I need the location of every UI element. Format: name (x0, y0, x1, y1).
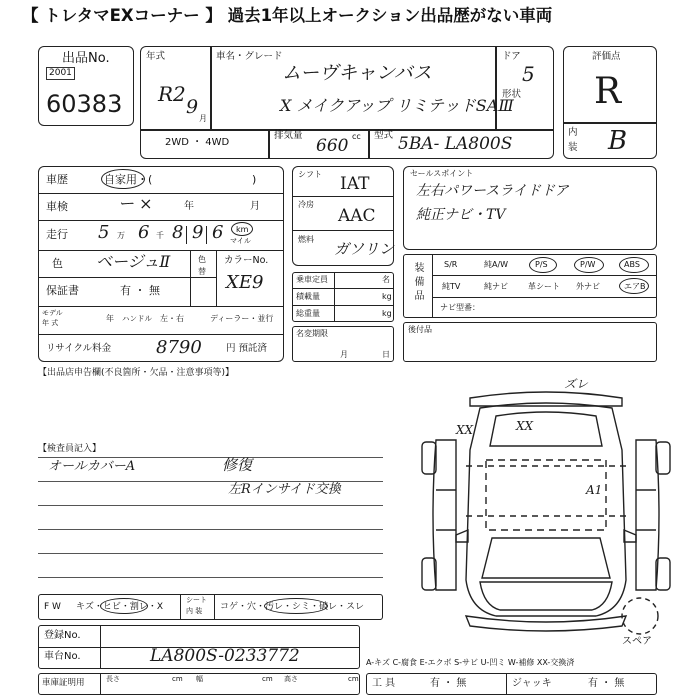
load-unit: kg (382, 292, 392, 301)
drive-label: 2WD ・ 4WD (165, 137, 230, 148)
interior-label-1: 内 (568, 127, 578, 138)
reg-change-day: 日 (382, 350, 390, 359)
height-label: 高さ (284, 675, 298, 683)
ac-value: AAC (338, 206, 376, 226)
fw-label: F W (44, 602, 61, 612)
warranty-options: 有 ・ 無 (120, 284, 160, 297)
sales-point-line2: 純正ナビ・TV (416, 207, 506, 223)
long-label: 長さ (106, 675, 120, 683)
aftermarket-label: 後付品 (408, 325, 432, 334)
score-value: R (594, 71, 622, 112)
fuel-label: 燃料 (298, 235, 314, 244)
mileage-digit-4: 9 (192, 222, 204, 243)
mileage-man: 万 (117, 231, 125, 240)
model-year-label-1: モデル (42, 309, 63, 317)
color-value: ベージュⅡ (96, 252, 171, 271)
mileage-unit-mile: マイル (230, 237, 251, 245)
fw-circle (100, 598, 148, 614)
model-year-label-2: 年 式 (42, 319, 59, 327)
displacement-value: 660 (316, 136, 349, 156)
seat-items: コゲ・穴・汚レ・シミ・破レ・スレ (220, 602, 365, 612)
handle-label: ハンドル (122, 314, 152, 323)
fuel-value: ガソリン (334, 240, 395, 258)
tools-label: 工 具 (372, 678, 396, 689)
color-change-label-1: 色 (198, 255, 206, 264)
diag-mark-top: ズレ (564, 377, 589, 391)
fw-items: キズ・ヒビ・割レ・X (76, 602, 163, 612)
equip-airbag: エアB (624, 282, 646, 291)
mileage-digit-5: 6 (212, 222, 224, 243)
diag-mark-side: A1 (586, 483, 603, 497)
equip-aw: 純A/W (484, 260, 509, 269)
model-label: 型式 (374, 130, 394, 141)
mileage-digit-1: 5 (98, 222, 110, 243)
sales-point-label: セールスポイント (410, 169, 474, 178)
equip-tv: 純TV (442, 282, 461, 291)
color-no-label: カラーNo. (224, 255, 269, 266)
mileage-label: 走行 (46, 228, 68, 241)
inspection-month: 月 (250, 201, 260, 212)
width-cm: cm (262, 675, 273, 683)
equip-abs-circle (619, 257, 649, 273)
mileage-sen: 千 (156, 231, 164, 240)
equip-ext-navi: 外ナビ (576, 282, 600, 291)
height-cm: cm (348, 675, 359, 683)
diag-mark-fl: XX (456, 423, 474, 437)
spare-label: スペア (622, 636, 652, 647)
notes-header: 【出品店申告欄(不良箇所・欠品・注意事項等)】 (38, 368, 235, 378)
lot-number-label: 出品No. (62, 51, 110, 66)
chassis-value: LA800S-0233772 (150, 646, 300, 666)
recycle-value: 8790 (156, 337, 202, 358)
inspection-year: 年 (184, 201, 194, 212)
width-label: 幅 (196, 675, 203, 683)
mileage-digit-3: 8 (172, 222, 184, 243)
inspector-note2: 修復 (222, 456, 253, 474)
mileage-unit-km: km (236, 225, 249, 234)
capacity-unit: 名 (382, 275, 390, 284)
interior-value: B (608, 126, 628, 156)
history-close: ) (252, 173, 257, 186)
equipment-label: 装備品 (412, 262, 423, 304)
gross-label: 総重量 (296, 309, 320, 318)
equip-leather: 革シート (528, 282, 560, 291)
reg-change-month: 月 (340, 350, 348, 359)
model-year-year: 年 (106, 314, 114, 323)
inspection-label: 車検 (46, 200, 68, 213)
reg-change-label: 名変期限 (296, 329, 328, 338)
color-change-label-2: 替 (198, 267, 206, 276)
tools-options: 有 ・ 無 (430, 678, 467, 689)
inspector-label: 【検査員記入】 (38, 444, 102, 454)
lot-number: 60383 (46, 90, 123, 118)
model-value: 5BA- LA800S (398, 134, 513, 154)
dealer-label: ディーラー・並行 (210, 314, 274, 323)
seat-label-1: シート (186, 596, 207, 604)
handle-options: 左・右 (160, 314, 184, 323)
cert-label: 車庫証明用 (42, 678, 85, 688)
year-month-suffix: 月 (199, 114, 207, 123)
reg-no-label: 登録No. (44, 630, 81, 641)
capacity-label: 乗車定員 (296, 275, 328, 284)
shift-label: シフト (298, 170, 322, 179)
mileage-digit-2: 6 (138, 222, 150, 243)
displacement-unit: cc (352, 132, 361, 141)
warranty-label: 保証書 (46, 284, 79, 297)
equip-abs: ABS (624, 260, 640, 269)
lot-year-tag: 2001 (46, 67, 75, 80)
ac-label: 冷房 (298, 200, 314, 209)
year-era: R2 (158, 82, 186, 106)
equip-airbag-circle (619, 278, 649, 294)
history-circle (101, 169, 145, 189)
banner-title: 【 トレタマEXコーナー 】 過去1年以上オークション出品歴がない車両 (0, 0, 700, 32)
year-month: 9 (186, 96, 199, 118)
equip-pw-circle (574, 257, 604, 273)
history-value: 自家用・( (104, 173, 153, 186)
name-line1: ムーヴキャンバス (282, 62, 432, 84)
interior-label-2: 装 (568, 142, 578, 153)
color-no-value: XE9 (226, 272, 264, 293)
shift-value: IAT (340, 174, 370, 194)
chassis-label: 車台No. (44, 651, 81, 662)
aftermarket-box (403, 322, 657, 362)
km-circle (231, 222, 253, 236)
inspection-value: ー × (118, 194, 153, 213)
color-label: 色 (52, 257, 63, 270)
score-label: 評価点 (592, 51, 621, 62)
inspector-note1: オールカバーA (48, 459, 136, 474)
equip-ps-circle (529, 257, 557, 273)
equip-sr: S/R (444, 260, 458, 269)
body-label: 形状 (502, 89, 522, 100)
inspector-note3: 左Rインサイド交換 (228, 482, 341, 497)
equip-pw: P/W (580, 260, 596, 269)
seat-label-2: 内 装 (186, 607, 203, 615)
navi-model-label: ナビ型番： (440, 303, 480, 312)
long-cm: cm (172, 675, 183, 683)
car-diagram (396, 377, 686, 650)
recycle-unit: 円 預託済 (226, 343, 268, 354)
seat-circle (264, 598, 328, 614)
gross-unit: kg (382, 309, 392, 318)
history-label: 車歴 (46, 173, 68, 186)
diag-mark-fr: XX (516, 419, 534, 433)
doors-label: ドア (502, 51, 521, 62)
equip-ps: P/S (535, 260, 548, 269)
load-label: 積載量 (296, 292, 320, 301)
sales-point-line1: 左右パワースライドドア (416, 183, 569, 199)
jack-label: ジャッキ (512, 678, 552, 689)
damage-legend: A-キズ C-腐食 E-エクボ S-サビ U-凹ミ W-補修 XX-交換済 (366, 658, 575, 667)
name-line2: X メイクアップ リミテッドSAⅢ (280, 96, 514, 115)
displacement-label: 排気量 (274, 130, 303, 141)
recycle-label: リサイクル料金 (46, 343, 112, 354)
name-label: 車名・グレード (216, 51, 283, 62)
year-label: 年式 (146, 51, 166, 62)
doors-value: 5 (522, 62, 535, 86)
jack-options: 有 ・ 無 (588, 678, 625, 689)
equip-navi: 純ナビ (484, 282, 508, 291)
